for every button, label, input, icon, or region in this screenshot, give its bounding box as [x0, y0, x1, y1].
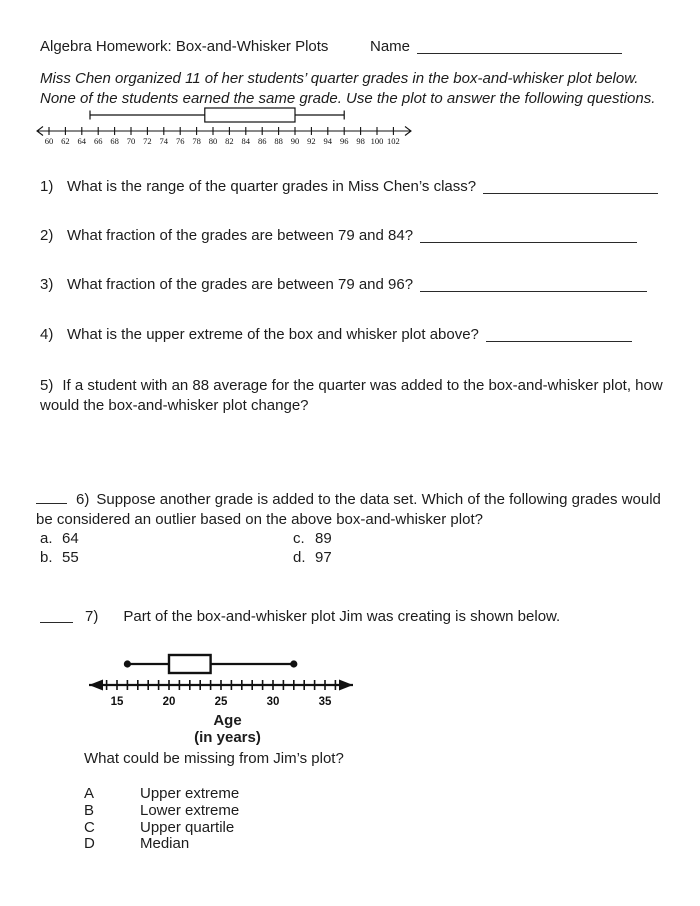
svg-text:84: 84	[241, 136, 251, 146]
svg-text:30: 30	[266, 696, 280, 708]
question-1-text: What is the range of the quarter grades in Miss Chen’s class?	[67, 178, 477, 195]
question-6-text: Suppose another grade is added to the data set. Which of the following grades would be considered an outlier based on the above box-and-whisker plot?	[36, 491, 661, 528]
svg-text:80: 80	[208, 136, 218, 146]
option-d-key: d.	[293, 548, 306, 566]
question-5-text: If a student with an 88 average for the quarter was added to the box-and-whisker plot, how would the box-and-whisker plot change?	[40, 377, 663, 414]
question-7-number: 7)	[85, 608, 99, 625]
question-2-text: What fraction of the grades are between 79 and 84?	[67, 227, 414, 244]
svg-text:66: 66	[93, 136, 103, 146]
name-label: Name	[370, 38, 411, 55]
svg-text:86: 86	[257, 136, 267, 146]
question-2-number: 2)	[40, 227, 54, 244]
svg-text:35: 35	[318, 696, 332, 708]
question-3-answer-blank[interactable]	[420, 290, 647, 292]
option-B-value: Lower extreme	[140, 801, 240, 819]
option-D-key: D	[84, 835, 95, 853]
svg-text:96: 96	[339, 136, 349, 146]
question-7	[40, 608, 660, 625]
age-axis-title-line1: Age	[213, 712, 242, 729]
svg-text:68: 68	[110, 136, 119, 146]
svg-text:102: 102	[387, 136, 400, 146]
svg-text:72: 72	[143, 136, 152, 146]
name-row	[370, 38, 622, 55]
name-blank-line[interactable]	[417, 52, 622, 54]
option-row-D	[84, 836, 239, 853]
option-C-key: C	[84, 818, 95, 836]
question-7-text: Part of the box-and-whisker plot Jim was creating is shown below.	[123, 608, 561, 625]
age-boxplot-figure	[85, 648, 370, 710]
age-axis-title	[85, 712, 370, 746]
svg-text:20: 20	[162, 696, 176, 708]
option-D-value: Median	[140, 835, 190, 853]
question-1-number: 1)	[40, 178, 54, 195]
svg-text:82: 82	[225, 136, 234, 146]
question-1-answer-blank[interactable]	[483, 192, 658, 194]
option-c-value: 89	[315, 530, 332, 547]
svg-text:70: 70	[126, 136, 136, 146]
option-b-value: 55	[62, 548, 79, 566]
option-C-value: Upper quartile	[140, 818, 235, 836]
svg-text:88: 88	[274, 136, 283, 146]
svg-text:90: 90	[290, 136, 300, 146]
question-6	[36, 490, 670, 530]
option-row-C	[84, 820, 239, 837]
svg-text:94: 94	[323, 136, 333, 146]
question-3-text: What fraction of the grades are between 79 and 96?	[67, 276, 414, 293]
svg-text:62: 62	[61, 136, 70, 146]
option-a-value: 64	[62, 530, 79, 547]
option-a-key: a.	[40, 530, 53, 547]
option-B-key: B	[84, 801, 95, 819]
question-6-options	[40, 530, 332, 567]
question-7-options	[84, 786, 239, 853]
question-7-answer-blank[interactable]	[40, 621, 73, 623]
question-2	[40, 227, 637, 244]
svg-text:15: 15	[110, 696, 124, 708]
question-6-number: 6)	[76, 491, 90, 508]
svg-text:74: 74	[159, 136, 169, 146]
svg-text:98: 98	[356, 136, 365, 146]
question-4-answer-blank[interactable]	[486, 340, 632, 342]
option-d-value: 97	[315, 548, 332, 566]
question-4	[40, 326, 632, 343]
question-7-subquestion: What could be missing from Jim’s plot?	[84, 750, 344, 767]
question-4-number: 4)	[40, 326, 54, 343]
question-2-answer-blank[interactable]	[420, 241, 637, 243]
svg-text:76: 76	[175, 136, 185, 146]
svg-text:78: 78	[192, 136, 201, 146]
grades-boxplot-figure	[30, 104, 450, 150]
svg-text:64: 64	[77, 136, 87, 146]
question-3-number: 3)	[40, 276, 54, 293]
question-5	[40, 376, 672, 416]
page-title: Algebra Homework: Box-and-Whisker Plots	[40, 38, 329, 55]
option-row-B	[84, 803, 239, 820]
intro-text: Miss Chen organized 11 of her students’ quarter grades in the box-and-whisker plot below. None of the students earned the same grade. Use the plot to answer the following questions.	[40, 70, 656, 107]
option-A-key: A	[84, 785, 95, 802]
question-4-text: What is the upper extreme of the box and whisker plot above?	[67, 326, 479, 343]
option-c-key: c.	[293, 530, 305, 547]
question-6-answer-blank[interactable]	[36, 490, 67, 504]
question-1	[40, 178, 658, 195]
svg-text:100: 100	[370, 136, 384, 146]
option-b-key: b.	[40, 548, 53, 566]
svg-text:92: 92	[307, 136, 316, 146]
option-A-value: Upper extreme	[140, 785, 240, 802]
option-row-A	[84, 786, 239, 803]
svg-text:60: 60	[44, 136, 54, 146]
question-3	[40, 276, 647, 293]
svg-text:25: 25	[214, 696, 228, 708]
question-5-number: 5)	[40, 377, 54, 394]
age-axis-title-line2: (in years)	[194, 729, 261, 746]
